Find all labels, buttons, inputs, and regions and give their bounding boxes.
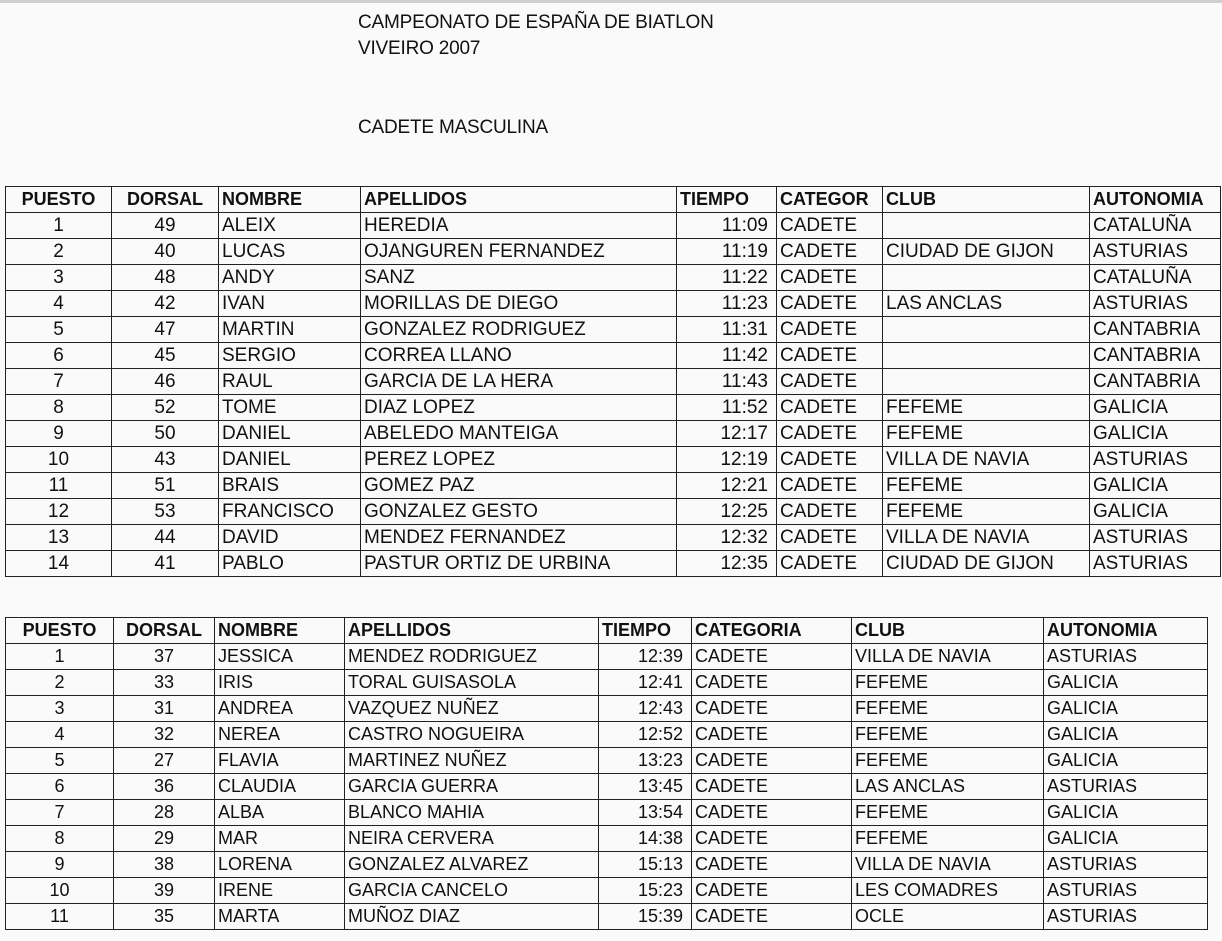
cell-autonomia: ASTURIAS (1044, 904, 1208, 930)
cell-apellidos: GARCIA DE LA HERA (361, 369, 677, 395)
cell-dorsal: 53 (112, 499, 219, 525)
cell-apellidos: MORILLAS DE DIEGO (361, 291, 677, 317)
cell-club: VILLA DE NAVIA (883, 447, 1090, 473)
cell-tiempo: 15:39 (599, 904, 692, 930)
table-row (6, 722, 1208, 748)
cell-nombre: MARTA (215, 904, 345, 930)
cell-dorsal: 36 (114, 774, 215, 800)
column-header-dorsal: DORSAL (112, 187, 219, 213)
table-body (6, 213, 1221, 577)
cell-puesto: 8 (6, 395, 112, 421)
cell-autonomia: ASTURIAS (1044, 644, 1208, 670)
column-header-autonomia: AUTONOMIA (1090, 187, 1221, 213)
cell-tiempo: 15:23 (599, 878, 692, 904)
cell-puesto: 2 (6, 670, 114, 696)
cell-dorsal: 47 (112, 317, 219, 343)
cell-categoria: CADETE (692, 644, 852, 670)
cell-dorsal: 28 (114, 800, 215, 826)
table-row (6, 343, 1221, 369)
table-row (6, 878, 1208, 904)
cell-tiempo: 12:52 (599, 722, 692, 748)
table-row (6, 265, 1221, 291)
cell-autonomia: ASTURIAS (1090, 551, 1221, 577)
table-row (6, 644, 1208, 670)
table-row (6, 826, 1208, 852)
cell-apellidos: GARCIA CANCELO (345, 878, 599, 904)
table-row (6, 800, 1208, 826)
cell-tiempo: 12:19 (677, 447, 777, 473)
cell-tiempo: 11:19 (677, 239, 777, 265)
cell-dorsal: 51 (112, 473, 219, 499)
cell-dorsal: 32 (114, 722, 215, 748)
cell-nombre: NEREA (215, 722, 345, 748)
cell-autonomia: CATALUÑA (1090, 213, 1221, 239)
cell-club: LAS ANCLAS (852, 774, 1044, 800)
cell-apellidos: HEREDIA (361, 213, 677, 239)
cell-apellidos: GONZALEZ GESTO (361, 499, 677, 525)
cell-apellidos: GONZALEZ ALVAREZ (345, 852, 599, 878)
cell-puesto: 5 (6, 748, 114, 774)
cell-categoria: CADETE (777, 525, 883, 551)
scan-edge (0, 0, 1222, 3)
cell-nombre: FLAVIA (215, 748, 345, 774)
cell-nombre: RAUL (219, 369, 361, 395)
cell-club (883, 265, 1090, 291)
cell-puesto: 7 (6, 369, 112, 395)
table-row (6, 213, 1221, 239)
cell-apellidos: MENDEZ FERNANDEZ (361, 525, 677, 551)
table-header (6, 618, 1208, 644)
column-header-puesto: PUESTO (6, 618, 114, 644)
cell-autonomia: ASTURIAS (1090, 239, 1221, 265)
cell-categoria: CADETE (777, 265, 883, 291)
cell-autonomia: ASTURIAS (1044, 878, 1208, 904)
cell-tiempo: 12:43 (599, 696, 692, 722)
cell-club: VILLA DE NAVIA (852, 644, 1044, 670)
cell-tiempo: 11:09 (677, 213, 777, 239)
cell-apellidos: GONZALEZ RODRIGUEZ (361, 317, 677, 343)
cell-categoria: CADETE (777, 473, 883, 499)
cell-categoria: CADETE (777, 395, 883, 421)
cell-dorsal: 33 (114, 670, 215, 696)
cell-club: FEFEME (852, 696, 1044, 722)
table-row (6, 499, 1221, 525)
cell-nombre: SERGIO (219, 343, 361, 369)
cell-autonomia: GALICIA (1044, 800, 1208, 826)
cell-categoria: CADETE (692, 878, 852, 904)
cell-tiempo: 11:52 (677, 395, 777, 421)
cell-categoria: CADETE (692, 748, 852, 774)
table-body (6, 644, 1208, 930)
cell-nombre: MAR (215, 826, 345, 852)
table-row (6, 670, 1208, 696)
table-row (6, 696, 1208, 722)
cell-dorsal: 29 (114, 826, 215, 852)
event-venue-year: VIVEIRO 2007 (358, 38, 481, 59)
cell-nombre: PABLO (219, 551, 361, 577)
cell-autonomia: ASTURIAS (1090, 291, 1221, 317)
column-header-puesto: PUESTO (6, 187, 112, 213)
cell-categoria: CADETE (692, 852, 852, 878)
cell-puesto: 10 (6, 447, 112, 473)
cell-club (883, 369, 1090, 395)
cell-nombre: IRIS (215, 670, 345, 696)
cell-categoria: CADETE (777, 499, 883, 525)
cell-categoria: CADETE (692, 826, 852, 852)
cell-tiempo: 12:41 (599, 670, 692, 696)
cell-autonomia: GALICIA (1044, 722, 1208, 748)
cell-categoria: CADETE (692, 904, 852, 930)
cell-club: CIUDAD DE GIJON (883, 239, 1090, 265)
column-header-club: CLUB (883, 187, 1090, 213)
cell-tiempo: 12:35 (677, 551, 777, 577)
cell-nombre: DANIEL (219, 447, 361, 473)
cell-nombre: JESSICA (215, 644, 345, 670)
cell-club: CIUDAD DE GIJON (883, 551, 1090, 577)
cell-autonomia: GALICIA (1090, 473, 1221, 499)
cell-dorsal: 38 (114, 852, 215, 878)
table-row (6, 291, 1221, 317)
column-header-autonomia: AUTONOMIA (1044, 618, 1208, 644)
cell-nombre: BRAIS (219, 473, 361, 499)
cell-nombre: ALBA (215, 800, 345, 826)
cell-tiempo: 11:42 (677, 343, 777, 369)
cell-apellidos: NEIRA CERVERA (345, 826, 599, 852)
table-row (6, 369, 1221, 395)
cell-autonomia: GALICIA (1090, 395, 1221, 421)
cell-puesto: 9 (6, 852, 114, 878)
cell-tiempo: 12:39 (599, 644, 692, 670)
cell-puesto: 4 (6, 291, 112, 317)
cell-autonomia: GALICIA (1090, 421, 1221, 447)
cell-tiempo: 13:54 (599, 800, 692, 826)
cell-tiempo: 11:22 (677, 265, 777, 291)
cell-categoria: CADETE (777, 239, 883, 265)
cell-dorsal: 50 (112, 421, 219, 447)
cell-puesto: 3 (6, 265, 112, 291)
cell-club: FEFEME (883, 499, 1090, 525)
cell-puesto: 12 (6, 499, 112, 525)
cell-autonomia: CANTABRIA (1090, 317, 1221, 343)
cell-categoria: CADETE (777, 447, 883, 473)
cell-club: FEFEME (852, 748, 1044, 774)
cell-tiempo: 11:43 (677, 369, 777, 395)
cell-nombre: TOME (219, 395, 361, 421)
cell-dorsal: 39 (114, 878, 215, 904)
column-header-nombre: NOMBRE (219, 187, 361, 213)
cell-categoria: CADETE (777, 369, 883, 395)
table-row (6, 904, 1208, 930)
cell-categoria: CADETE (692, 774, 852, 800)
cell-puesto: 11 (6, 473, 112, 499)
cell-tiempo: 12:32 (677, 525, 777, 551)
cell-tiempo: 13:23 (599, 748, 692, 774)
table-row (6, 239, 1221, 265)
cell-club: LES COMADRES (852, 878, 1044, 904)
cell-apellidos: ABELEDO MANTEIGA (361, 421, 677, 447)
cell-club: VILLA DE NAVIA (883, 525, 1090, 551)
cell-club (883, 343, 1090, 369)
cell-club: FEFEME (852, 670, 1044, 696)
cell-apellidos: TORAL GUISASOLA (345, 670, 599, 696)
cell-club: OCLE (852, 904, 1044, 930)
table-row (6, 525, 1221, 551)
cell-categoria: CADETE (692, 696, 852, 722)
cell-club: FEFEME (852, 800, 1044, 826)
cell-nombre: ALEIX (219, 213, 361, 239)
cell-apellidos: DIAZ LOPEZ (361, 395, 677, 421)
cell-apellidos: MUÑOZ DIAZ (345, 904, 599, 930)
cell-dorsal: 41 (112, 551, 219, 577)
cell-tiempo: 12:17 (677, 421, 777, 447)
cell-club (883, 317, 1090, 343)
cell-apellidos: GOMEZ PAZ (361, 473, 677, 499)
cell-nombre: MARTIN (219, 317, 361, 343)
cell-puesto: 13 (6, 525, 112, 551)
cell-dorsal: 35 (114, 904, 215, 930)
cell-apellidos: PEREZ LOPEZ (361, 447, 677, 473)
cell-categoria: CADETE (777, 421, 883, 447)
cell-autonomia: GALICIA (1044, 748, 1208, 774)
column-header-tiempo: TIEMPO (677, 187, 777, 213)
table-row (6, 447, 1221, 473)
column-header-apellidos: APELLIDOS (361, 187, 677, 213)
cell-autonomia: GALICIA (1090, 499, 1221, 525)
cell-categoria: CADETE (777, 317, 883, 343)
table-row (6, 852, 1208, 878)
column-header-categoria: CATEGOR (777, 187, 883, 213)
cell-apellidos: CORREA LLANO (361, 343, 677, 369)
results-table-1 (5, 186, 1221, 577)
cell-puesto: 2 (6, 239, 112, 265)
column-header-apellidos: APELLIDOS (345, 618, 599, 644)
cell-club: FEFEME (883, 395, 1090, 421)
cell-nombre: ANDREA (215, 696, 345, 722)
cell-nombre: LUCAS (219, 239, 361, 265)
cell-autonomia: CANTABRIA (1090, 343, 1221, 369)
category-heading: CADETE MASCULINA (358, 117, 549, 138)
cell-club: FEFEME (883, 473, 1090, 499)
cell-puesto: 4 (6, 722, 114, 748)
cell-nombre: IRENE (215, 878, 345, 904)
cell-apellidos: GARCIA GUERRA (345, 774, 599, 800)
cell-autonomia: ASTURIAS (1044, 774, 1208, 800)
cell-categoria: CADETE (777, 551, 883, 577)
cell-club: FEFEME (852, 722, 1044, 748)
cell-tiempo: 14:38 (599, 826, 692, 852)
column-header-club: CLUB (852, 618, 1044, 644)
cell-tiempo: 11:31 (677, 317, 777, 343)
cell-autonomia: ASTURIAS (1090, 525, 1221, 551)
cell-apellidos: MENDEZ RODRIGUEZ (345, 644, 599, 670)
cell-tiempo: 13:45 (599, 774, 692, 800)
table-row (6, 551, 1221, 577)
cell-apellidos: BLANCO MAHIA (345, 800, 599, 826)
cell-tiempo: 11:23 (677, 291, 777, 317)
cell-autonomia: GALICIA (1044, 696, 1208, 722)
column-header-nombre: NOMBRE (215, 618, 345, 644)
cell-autonomia: ASTURIAS (1090, 447, 1221, 473)
cell-nombre: DAVID (219, 525, 361, 551)
cell-club: VILLA DE NAVIA (852, 852, 1044, 878)
cell-autonomia: ASTURIAS (1044, 852, 1208, 878)
cell-categoria: CADETE (692, 670, 852, 696)
column-header-dorsal: DORSAL (114, 618, 215, 644)
cell-puesto: 10 (6, 878, 114, 904)
cell-dorsal: 49 (112, 213, 219, 239)
cell-autonomia: GALICIA (1044, 670, 1208, 696)
cell-nombre: ANDY (219, 265, 361, 291)
cell-puesto: 5 (6, 317, 112, 343)
table-row (6, 421, 1221, 447)
cell-dorsal: 27 (114, 748, 215, 774)
table-row (6, 748, 1208, 774)
cell-puesto: 6 (6, 774, 114, 800)
cell-nombre: FRANCISCO (219, 499, 361, 525)
results-table-2 (5, 617, 1208, 930)
cell-dorsal: 42 (112, 291, 219, 317)
column-header-categoria: CATEGORIA (692, 618, 852, 644)
cell-tiempo: 12:25 (677, 499, 777, 525)
cell-nombre: IVAN (219, 291, 361, 317)
cell-puesto: 8 (6, 826, 114, 852)
cell-club: LAS ANCLAS (883, 291, 1090, 317)
cell-club: FEFEME (883, 421, 1090, 447)
cell-nombre: LORENA (215, 852, 345, 878)
cell-apellidos: SANZ (361, 265, 677, 291)
cell-apellidos: MARTINEZ NUÑEZ (345, 748, 599, 774)
table-row (6, 395, 1221, 421)
table-row (6, 774, 1208, 800)
cell-autonomia: CATALUÑA (1090, 265, 1221, 291)
cell-dorsal: 48 (112, 265, 219, 291)
cell-dorsal: 52 (112, 395, 219, 421)
cell-categoria: CADETE (692, 800, 852, 826)
cell-club (883, 213, 1090, 239)
cell-tiempo: 12:21 (677, 473, 777, 499)
cell-autonomia: GALICIA (1044, 826, 1208, 852)
cell-puesto: 6 (6, 343, 112, 369)
cell-apellidos: CASTRO NOGUEIRA (345, 722, 599, 748)
table-row (6, 317, 1221, 343)
cell-puesto: 11 (6, 904, 114, 930)
cell-categoria: CADETE (777, 291, 883, 317)
cell-dorsal: 37 (114, 644, 215, 670)
cell-autonomia: CANTABRIA (1090, 369, 1221, 395)
cell-puesto: 9 (6, 421, 112, 447)
cell-categoria: CADETE (777, 213, 883, 239)
cell-nombre: CLAUDIA (215, 774, 345, 800)
cell-puesto: 14 (6, 551, 112, 577)
table-header (6, 187, 1221, 213)
cell-puesto: 3 (6, 696, 114, 722)
cell-apellidos: PASTUR ORTIZ DE URBINA (361, 551, 677, 577)
cell-dorsal: 44 (112, 525, 219, 551)
cell-dorsal: 40 (112, 239, 219, 265)
cell-dorsal: 45 (112, 343, 219, 369)
cell-categoria: CADETE (777, 343, 883, 369)
cell-apellidos: OJANGUREN FERNANDEZ (361, 239, 677, 265)
column-header-tiempo: TIEMPO (599, 618, 692, 644)
cell-dorsal: 43 (112, 447, 219, 473)
cell-apellidos: VAZQUEZ NUÑEZ (345, 696, 599, 722)
cell-tiempo: 15:13 (599, 852, 692, 878)
cell-dorsal: 31 (114, 696, 215, 722)
cell-puesto: 7 (6, 800, 114, 826)
cell-club: FEFEME (852, 826, 1044, 852)
cell-puesto: 1 (6, 644, 114, 670)
championship-title: CAMPEONATO DE ESPAÑA DE BIATLON (358, 12, 714, 33)
cell-puesto: 1 (6, 213, 112, 239)
cell-nombre: DANIEL (219, 421, 361, 447)
table-row (6, 473, 1221, 499)
cell-dorsal: 46 (112, 369, 219, 395)
cell-categoria: CADETE (692, 722, 852, 748)
